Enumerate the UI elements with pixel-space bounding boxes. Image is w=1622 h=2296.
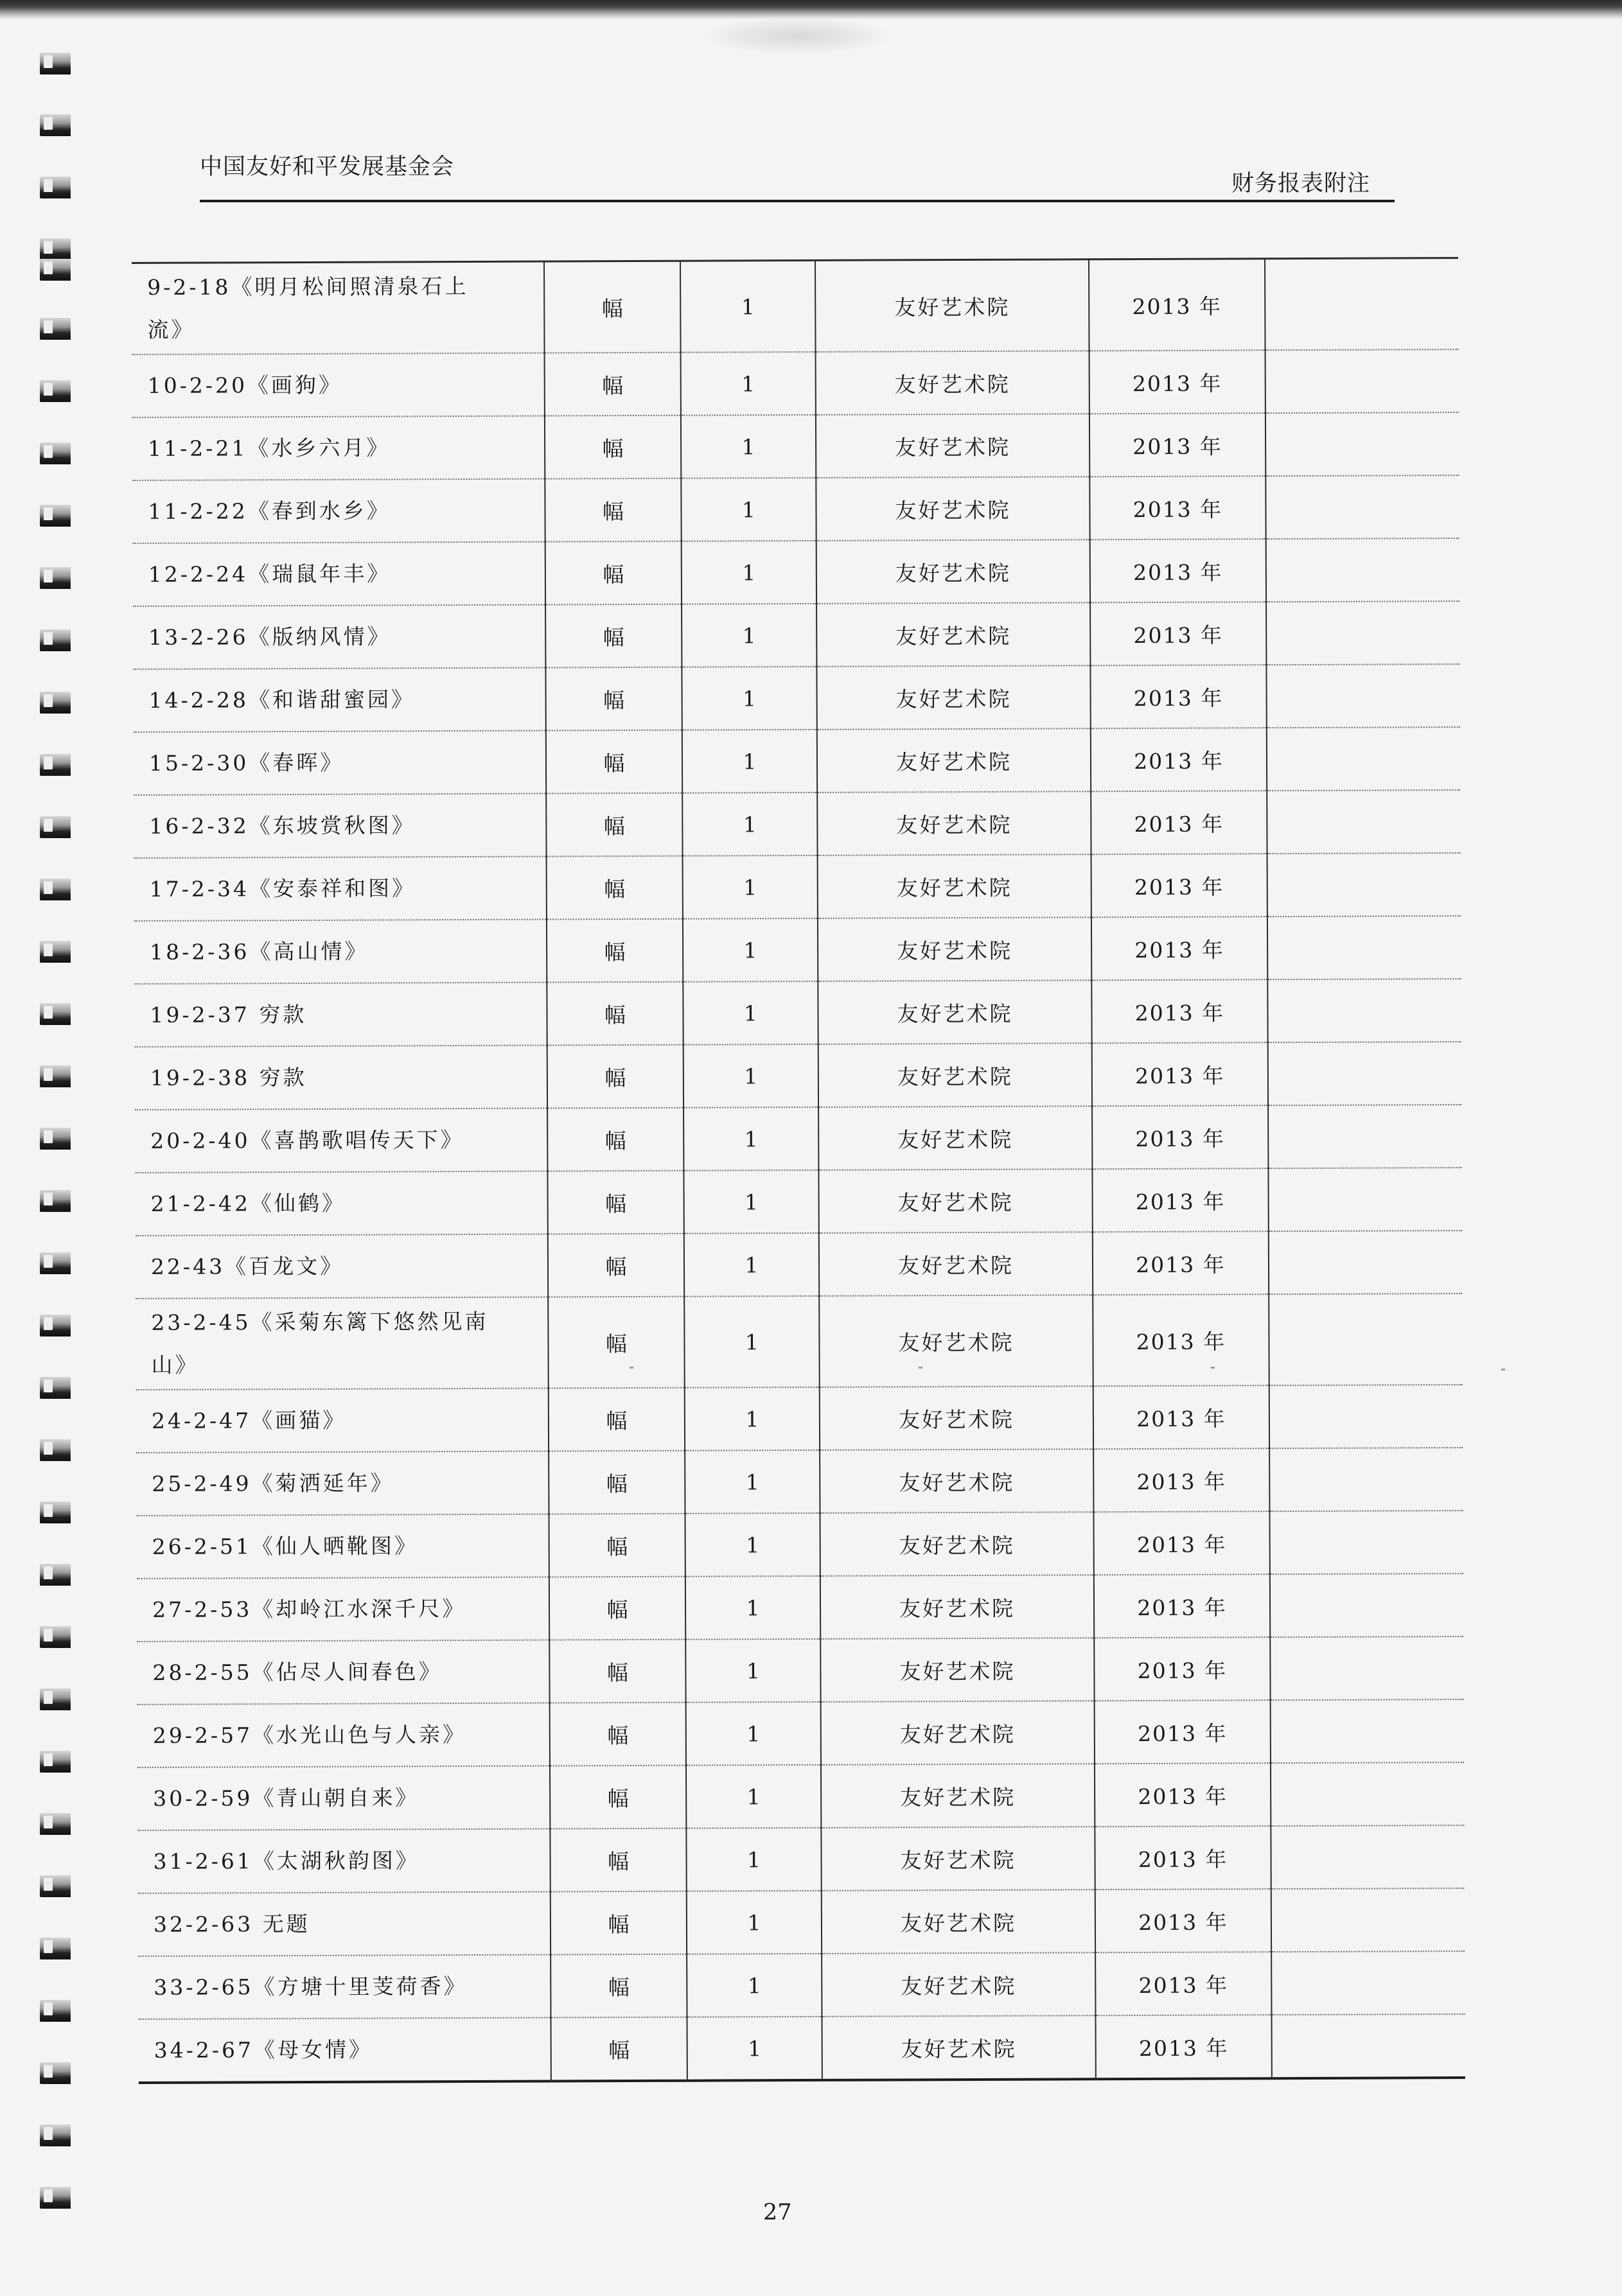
page-number: 27 (763, 2200, 792, 2225)
remarks-cell (1271, 1825, 1464, 1889)
quantity-cell: 1 (685, 1513, 820, 1577)
binding-hole-mark (40, 1813, 71, 1835)
artwork-name-cell: 10-2-20《画狗》 (132, 353, 545, 417)
table-row (133, 538, 1459, 606)
remarks-cell (1266, 538, 1459, 602)
remarks-cell (1265, 349, 1459, 413)
year-cell: 2013 年 (1093, 1231, 1269, 1295)
table-row (132, 475, 1459, 543)
artwork-name-cell: 11-2-21《水乡六月》 (132, 416, 545, 480)
year-cell: 2013 年 (1089, 413, 1265, 477)
binding-hole-mark (40, 1502, 71, 1523)
scan-smudge (700, 17, 893, 55)
unit-cell: 幅 (545, 541, 682, 605)
source-cell: 友好艺术院 (820, 1386, 1093, 1450)
organization-name: 中国友好和平发展基金会 (200, 154, 455, 180)
quantity-cell: 1 (685, 1639, 820, 1703)
source-cell: 友好艺术院 (818, 1043, 1092, 1107)
source-cell: 友好艺术院 (819, 1295, 1093, 1387)
source-cell: 友好艺术院 (818, 854, 1091, 918)
artwork-name-cell: 34-2-67《母女情》 (139, 2018, 551, 2083)
table-row (132, 258, 1459, 355)
binding-hole-mark (40, 1190, 71, 1212)
unit-cell: 幅 (547, 1108, 683, 1171)
artwork-name-cell: 33-2-65《方塘十里芰荷香》 (138, 1955, 551, 2019)
quantity-cell: 1 (683, 1170, 818, 1234)
binding-hole-mark (40, 1688, 71, 1710)
artwork-name-cell: 28-2-55《佔尽人间春色》 (137, 1640, 549, 1704)
table-row (136, 1511, 1463, 1579)
year-cell: 2013 年 (1091, 916, 1267, 980)
source-cell: 友好艺术院 (822, 2015, 1095, 2080)
binding-hole-mark (40, 816, 71, 838)
quantity-cell: 1 (682, 604, 816, 667)
artwork-name-cell: 15-2-30《春晖》 (134, 731, 546, 795)
quantity-cell: 1 (681, 478, 816, 541)
artwork-name-cell: 17-2-34《安泰祥和图》 (134, 857, 547, 921)
quantity-cell: 1 (684, 1296, 820, 1388)
source-cell: 友好艺术院 (822, 1952, 1095, 2017)
quantity-cell: 1 (686, 1765, 821, 1828)
quantity-cell: 1 (683, 855, 818, 919)
year-cell: 2013 年 (1093, 1511, 1269, 1575)
artwork-name-cell: 11-2-22《春到水乡》 (132, 479, 545, 543)
artwork-inventory-table (132, 257, 1465, 2084)
binding-holes (0, 0, 77, 2296)
artwork-name-cell: 18-2-36《高山情》 (134, 920, 547, 984)
source-cell: 友好艺术院 (817, 791, 1091, 855)
binding-hole-mark (40, 754, 71, 776)
year-cell: 2013 年 (1094, 1637, 1270, 1701)
remarks-cell (1268, 1105, 1461, 1168)
artwork-name-cell: 24-2-47《画猫》 (136, 1389, 549, 1453)
table-row (137, 1636, 1463, 1704)
binding-hole-mark (40, 1751, 71, 1773)
unit-cell: 幅 (549, 1577, 685, 1640)
remarks-cell (1271, 1762, 1464, 1826)
binding-hole-mark (40, 443, 71, 464)
binding-hole-mark (40, 318, 71, 340)
year-cell: 2013 年 (1089, 350, 1265, 414)
binding-hole-mark (40, 2000, 71, 2022)
remarks-cell (1269, 1385, 1463, 1448)
quantity-cell: 1 (685, 1387, 820, 1451)
year-cell: 2013 年 (1092, 1105, 1268, 1169)
binding-hole-mark (40, 1875, 71, 1897)
year-cell: 2013 年 (1095, 1889, 1271, 1952)
source-cell: 友好艺术院 (815, 259, 1089, 352)
unit-cell: 幅 (547, 856, 683, 920)
year-cell: 2013 年 (1090, 665, 1266, 728)
unit-cell: 幅 (544, 261, 681, 353)
quantity-cell: 1 (685, 1576, 820, 1640)
remarks-cell (1270, 1573, 1463, 1637)
unit-cell: 幅 (547, 1171, 683, 1234)
year-cell: 2013 年 (1094, 1574, 1270, 1638)
binding-hole-mark (40, 177, 71, 198)
binding-hole-mark (40, 114, 71, 136)
binding-hole-mark (40, 238, 71, 260)
binding-hole-mark (40, 2187, 71, 2209)
quantity-cell: 1 (683, 918, 818, 982)
quantity-cell: 1 (682, 793, 817, 856)
year-cell: 2013 年 (1089, 476, 1265, 539)
binding-hole-mark (40, 629, 71, 651)
unit-cell: 幅 (545, 478, 681, 542)
unit-cell: 幅 (549, 1451, 685, 1514)
binding-hole-mark (40, 505, 71, 527)
artwork-name-cell: 23-2-45《采菊东篱下悠然见南 山》 (136, 1297, 549, 1390)
year-cell: 2013 年 (1095, 1763, 1271, 1827)
quantity-cell: 1 (683, 1044, 818, 1108)
unit-cell: 幅 (551, 2017, 687, 2081)
year-cell: 2013 年 (1093, 1294, 1269, 1386)
quantity-cell: 1 (682, 541, 816, 604)
year-cell: 2013 年 (1091, 854, 1267, 917)
year-cell: 2013 年 (1091, 979, 1267, 1043)
binding-hole-mark (40, 1128, 71, 1150)
source-cell: 友好艺术院 (821, 1827, 1095, 1891)
artwork-name-cell: 19-2-37 穷款 (134, 983, 547, 1047)
section-title: 财务报表附注 (1231, 171, 1371, 197)
source-cell: 友好艺术院 (821, 1701, 1095, 1765)
artwork-name-cell: 13-2-26《版纳风情》 (133, 605, 545, 669)
unit-cell: 幅 (545, 667, 682, 731)
artwork-name-cell: 32-2-63 无题 (138, 1892, 551, 1956)
year-cell: 2013 年 (1095, 1952, 1271, 2015)
unit-cell: 幅 (551, 1954, 687, 2018)
binding-hole-mark (40, 380, 71, 402)
remarks-cell (1271, 2014, 1465, 2078)
year-cell: 2013 年 (1089, 259, 1265, 351)
table-row (132, 349, 1459, 417)
artwork-name-cell: 30-2-59《青山朝自来》 (137, 1766, 550, 1830)
quantity-cell: 1 (687, 1954, 822, 2017)
artwork-name-cell: 14-2-28《和谐甜蜜园》 (133, 668, 545, 732)
quantity-cell: 1 (686, 1828, 821, 1891)
remarks-cell (1266, 664, 1459, 728)
source-cell: 友好艺术院 (821, 1764, 1095, 1828)
year-cell: 2013 年 (1093, 1448, 1269, 1512)
source-cell: 友好艺术院 (819, 1232, 1093, 1296)
source-cell: 友好艺术院 (816, 351, 1089, 415)
quantity-cell: 1 (687, 2017, 822, 2081)
artwork-name-cell: 20-2-40《喜鹊歌唱传天下》 (135, 1109, 547, 1173)
artwork-name-cell: 31-2-61《太湖秋韵图》 (137, 1829, 550, 1893)
quantity-cell: 1 (681, 415, 816, 478)
remarks-cell (1269, 1511, 1463, 1574)
year-cell: 2013 年 (1092, 1168, 1268, 1232)
year-cell: 2013 年 (1095, 1826, 1271, 1889)
quantity-cell: 1 (684, 1233, 819, 1297)
artwork-name-cell: 27-2-53《却岭江水深千尺》 (137, 1577, 549, 1642)
table-row (133, 664, 1459, 732)
table-row (134, 916, 1461, 984)
binding-hole-mark (40, 1626, 71, 1648)
binding-hole-mark (40, 1938, 71, 1959)
quantity-cell: 1 (682, 730, 817, 793)
quantity-cell: 1 (686, 1702, 821, 1766)
source-cell: 友好艺术院 (820, 1512, 1093, 1576)
source-cell: 友好艺术院 (820, 1638, 1094, 1702)
table-row (134, 790, 1460, 858)
source-cell: 友好艺术院 (818, 1106, 1092, 1170)
unit-cell: 幅 (549, 1640, 685, 1703)
quantity-cell: 1 (682, 667, 816, 730)
table-row (138, 1888, 1465, 1956)
unit-cell: 幅 (547, 919, 683, 983)
binding-hole-mark (40, 1439, 71, 1461)
table-row (132, 412, 1459, 480)
remarks-cell (1271, 1888, 1465, 1952)
remarks-cell (1267, 853, 1461, 916)
unit-cell: 幅 (546, 730, 682, 794)
binding-hole-mark (40, 2125, 71, 2146)
table-row (139, 2014, 1465, 2083)
artwork-name-cell: 9-2-18《明月松间照清泉石上 流》 (132, 261, 545, 355)
unit-cell: 幅 (551, 1891, 687, 1955)
unit-cell: 幅 (548, 1297, 685, 1389)
table-row (138, 1951, 1465, 2019)
scan-speck (630, 1367, 633, 1369)
remarks-cell (1267, 790, 1460, 854)
remarks-cell (1268, 1042, 1461, 1105)
binding-hole-mark (40, 879, 71, 900)
scan-speck (1211, 1367, 1215, 1369)
remarks-cell (1268, 1168, 1461, 1231)
binding-hole-mark (40, 2062, 71, 2084)
table-row (137, 1699, 1464, 1767)
artwork-name-cell: 22-43《百龙文》 (136, 1234, 548, 1299)
binding-hole-mark (40, 1377, 71, 1399)
quantity-cell: 1 (683, 1107, 818, 1171)
unit-cell: 幅 (545, 353, 681, 416)
binding-hole-mark (40, 1315, 71, 1336)
year-cell: 2013 年 (1091, 791, 1267, 854)
table-row (133, 601, 1459, 669)
year-cell: 2013 年 (1090, 539, 1266, 602)
table-row (134, 853, 1461, 921)
table-row (137, 1825, 1464, 1893)
remarks-cell (1266, 601, 1459, 665)
year-cell: 2013 年 (1090, 602, 1266, 665)
remarks-cell (1267, 916, 1461, 979)
unit-cell: 幅 (545, 416, 681, 479)
remarks-cell (1271, 1951, 1465, 2015)
source-cell: 友好艺术院 (817, 728, 1091, 793)
artwork-name-cell: 16-2-32《东坡赏秋图》 (134, 794, 546, 858)
artwork-name-cell: 19-2-38 穷款 (135, 1046, 547, 1110)
table-row (137, 1762, 1464, 1830)
artwork-name-cell: 25-2-49《菊洒延年》 (136, 1451, 549, 1516)
remarks-cell (1271, 1699, 1464, 1763)
remarks-cell (1265, 258, 1459, 351)
artwork-name-cell: 21-2-42《仙鹤》 (135, 1171, 547, 1236)
year-cell: 2013 年 (1093, 1385, 1269, 1449)
unit-cell: 幅 (547, 982, 683, 1046)
remarks-cell (1267, 727, 1460, 791)
artwork-name-cell: 12-2-24《瑞鼠年丰》 (133, 542, 545, 606)
binding-hole-mark (40, 567, 71, 589)
source-cell: 友好艺术院 (818, 1169, 1092, 1233)
remarks-cell (1270, 1636, 1463, 1700)
table-row (135, 1168, 1461, 1236)
year-cell: 2013 年 (1095, 2015, 1271, 2079)
unit-cell: 幅 (550, 1828, 686, 1892)
source-cell: 友好艺术院 (816, 539, 1090, 604)
artwork-name-cell: 26-2-51《仙人晒靴图》 (136, 1514, 549, 1579)
table-row (136, 1385, 1463, 1453)
binding-hole-mark (40, 1003, 71, 1025)
year-cell: 2013 年 (1092, 1042, 1268, 1106)
quantity-cell: 1 (683, 981, 818, 1045)
remarks-cell (1269, 1293, 1463, 1385)
unit-cell: 幅 (549, 1388, 685, 1451)
table-row (135, 1042, 1461, 1110)
binding-hole-mark (40, 1065, 71, 1087)
remarks-cell (1269, 1448, 1463, 1511)
binding-hole-mark (40, 1252, 71, 1274)
unit-cell: 幅 (545, 604, 682, 668)
table-row (134, 727, 1460, 795)
source-cell: 友好艺术院 (822, 1889, 1095, 1954)
quantity-cell: 1 (685, 1450, 820, 1514)
table-row (136, 1231, 1462, 1299)
unit-cell: 幅 (547, 1045, 683, 1109)
binding-hole-mark (40, 259, 71, 281)
binding-hole-mark (40, 692, 71, 714)
source-cell: 友好艺术院 (816, 665, 1090, 730)
source-cell: 友好艺术院 (816, 414, 1089, 478)
unit-cell: 幅 (549, 1514, 685, 1577)
source-cell: 友好艺术院 (816, 602, 1090, 667)
artwork-name-cell: 29-2-57《水光山色与人亲》 (137, 1703, 550, 1767)
binding-hole-mark (40, 53, 71, 74)
remarks-cell (1265, 475, 1459, 539)
scan-speck (1501, 1369, 1505, 1371)
table-row (136, 1448, 1463, 1516)
unit-cell: 幅 (548, 1234, 684, 1297)
remarks-cell (1265, 412, 1459, 476)
source-cell: 友好艺术院 (816, 477, 1089, 541)
quantity-cell: 1 (687, 1891, 822, 1954)
remarks-cell (1269, 1231, 1462, 1294)
table-row (134, 979, 1461, 1047)
remarks-cell (1267, 979, 1461, 1042)
quantity-cell: 1 (680, 260, 816, 352)
table-row (137, 1573, 1463, 1642)
source-cell: 友好艺术院 (818, 917, 1091, 981)
year-cell: 2013 年 (1095, 1700, 1271, 1764)
quantity-cell: 1 (681, 352, 816, 416)
binding-hole-mark (40, 941, 71, 963)
scan-speck (919, 1367, 922, 1369)
unit-cell: 幅 (546, 793, 682, 857)
source-cell: 友好艺术院 (818, 980, 1091, 1044)
header-divider (200, 200, 1395, 202)
year-cell: 2013 年 (1091, 728, 1267, 791)
source-cell: 友好艺术院 (820, 1575, 1094, 1639)
table-row (135, 1105, 1461, 1173)
source-cell: 友好艺术院 (820, 1449, 1093, 1513)
binding-hole-mark (40, 1564, 71, 1586)
table-row (136, 1293, 1463, 1390)
unit-cell: 幅 (550, 1766, 686, 1829)
unit-cell: 幅 (550, 1703, 686, 1766)
